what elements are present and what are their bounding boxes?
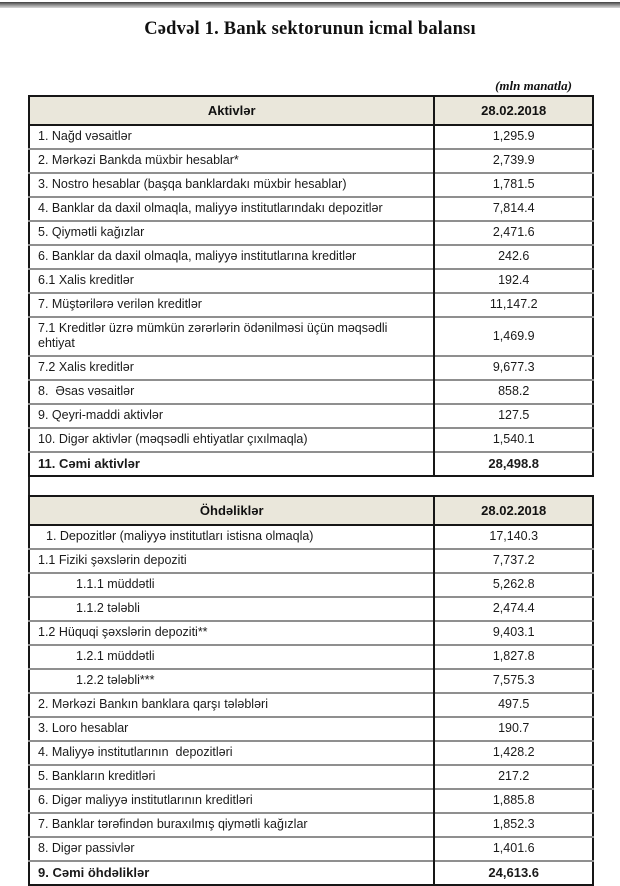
table-row [29,813,593,837]
row-label: 6. Digər maliyyə institutlarının kreditləri [29,789,434,813]
row-value: 28,498.8 [434,452,593,476]
row-value: 192.4 [434,269,593,293]
row-label: 3. Nostro hesablar (başqa banklardakı müxbir hesablar) [29,173,434,197]
row-label: 1. Depozitlər (maliyyə institutları istisna olmaqla) [46,529,314,543]
table-row [29,404,593,428]
row-label: 8. Digər passivlər [29,837,434,861]
unit-note: (mln manatla) [495,78,572,93]
row-label: 7.2 Xalis kreditlər [29,356,434,380]
row-label: 1.2.2 tələbli*** [29,669,434,693]
table-row [29,293,593,317]
row-label: 1.1 Fiziki şəxslərin depoziti [29,549,434,573]
row-value: 1,852.3 [434,813,593,837]
table-row [29,573,593,597]
row-label: 7.1 Kreditlər üzrə mümkün zərərlərin ödənilməsi üçün məqsədli ehtiyat [29,317,434,356]
table-row [29,221,593,245]
row-value: 1,401.6 [434,837,593,861]
table-row [29,380,593,404]
row-value: 7,575.3 [434,669,593,693]
row-label: 9. Cəmi öhdəliklər [29,861,434,885]
row-label: 5. Bankların kreditləri [29,765,434,789]
table-row [29,789,593,813]
liabilities-date-header: 28.02.2018 [434,496,593,525]
row-label: 1.2 Hüquqi şəxslərin depoziti** [29,621,434,645]
table-row [29,317,593,356]
table-row [29,765,593,789]
table-row [29,428,593,452]
row-value: 1,540.1 [434,428,593,452]
table-row [29,356,593,380]
row-value: 1,781.5 [434,173,593,197]
table-row [29,452,593,476]
row-value: 2,739.9 [434,149,593,173]
liabilities-header-label: Öhdəliklər [29,496,434,525]
assets-table [28,95,594,477]
table-row [29,549,593,573]
page-title: Cədvəl 1. Bank sektorunun icmal balansı [144,19,476,39]
row-label: 10. Digər aktivlər (məqsədli ehtiyatlar çıxılmaqla) [29,428,434,452]
assets-header-row [29,96,593,125]
table-row [29,645,593,669]
row-value: 9,403.1 [434,621,593,645]
row-value: 858.2 [434,380,593,404]
row-value: 1,428.2 [434,741,593,765]
document-sheet [28,78,594,886]
table-row [29,621,593,645]
row-label: 2. Mərkəzi Bankda müxbir hesablar* [29,149,434,173]
row-label: 11. Cəmi aktivlər [29,452,434,476]
table-row [29,245,593,269]
table-row [29,669,593,693]
row-label: 2. Mərkəzi Bankın banklara qarşı tələbləri [29,693,434,717]
table-row [29,693,593,717]
row-label: 9. Qeyri-maddi aktivlər [29,404,434,428]
table-row [29,269,593,293]
row-value: 7,814.4 [434,197,593,221]
assets-date-header: 28.02.2018 [434,96,593,125]
row-value: 2,474.4 [434,597,593,621]
row-label: 1.2.1 müddətli [29,645,434,669]
row-label: 1.1.2 tələbli [29,597,434,621]
row-label: 7. Banklar tərəfindən buraxılmış qiymətli kağızlar [29,813,434,837]
row-value: 190.7 [434,717,593,741]
row-label: 5. Qiymətli kağızlar [29,221,434,245]
table-row [29,597,593,621]
row-value: 1,295.9 [434,125,593,149]
row-value: 1,885.8 [434,789,593,813]
liabilities-header-row [29,496,593,525]
row-label: 1. Nağd vəsaitlər [38,129,132,143]
table-row [29,861,593,885]
row-value: 1,469.9 [434,317,593,356]
table-row [29,741,593,765]
table-row [29,197,593,221]
table-row [29,525,593,549]
row-value: 9,677.3 [434,356,593,380]
row-value: 17,140.3 [434,525,593,549]
row-label: 4. Banklar da daxil olmaqla, maliyyə institutlarındakı depozitlər [29,197,434,221]
row-label: 3. Loro hesablar [29,717,434,741]
table-row [29,125,593,149]
tables-gap-border [28,477,31,495]
assets-header-label: Aktivlər [29,96,434,125]
row-label: 7. Müştərilərə verilən kreditlər [29,293,434,317]
row-value: 5,262.8 [434,573,593,597]
row-value: 7,737.2 [434,549,593,573]
window-top-divider [0,2,620,8]
table-row [29,837,593,861]
row-label: 6.1 Xalis kreditlər [29,269,434,293]
row-label: 1.1.1 müddətli [29,573,434,597]
row-value: 497.5 [434,693,593,717]
row-value: 11,147.2 [434,293,593,317]
row-label: 8. Əsas vəsaitlər [29,380,434,404]
table-row [29,149,593,173]
row-label: 4. Maliyyə institutlarının depozitləri [29,741,434,765]
row-value: 24,613.6 [434,861,593,885]
row-value: 127.5 [434,404,593,428]
row-value: 217.2 [434,765,593,789]
row-label: 6. Banklar da daxil olmaqla, maliyyə institutlarına kreditlər [29,245,434,269]
row-value: 242.6 [434,245,593,269]
row-value: 1,827.8 [434,645,593,669]
table-row [29,717,593,741]
liabilities-table [28,495,594,886]
row-value: 2,471.6 [434,221,593,245]
table-row [29,173,593,197]
